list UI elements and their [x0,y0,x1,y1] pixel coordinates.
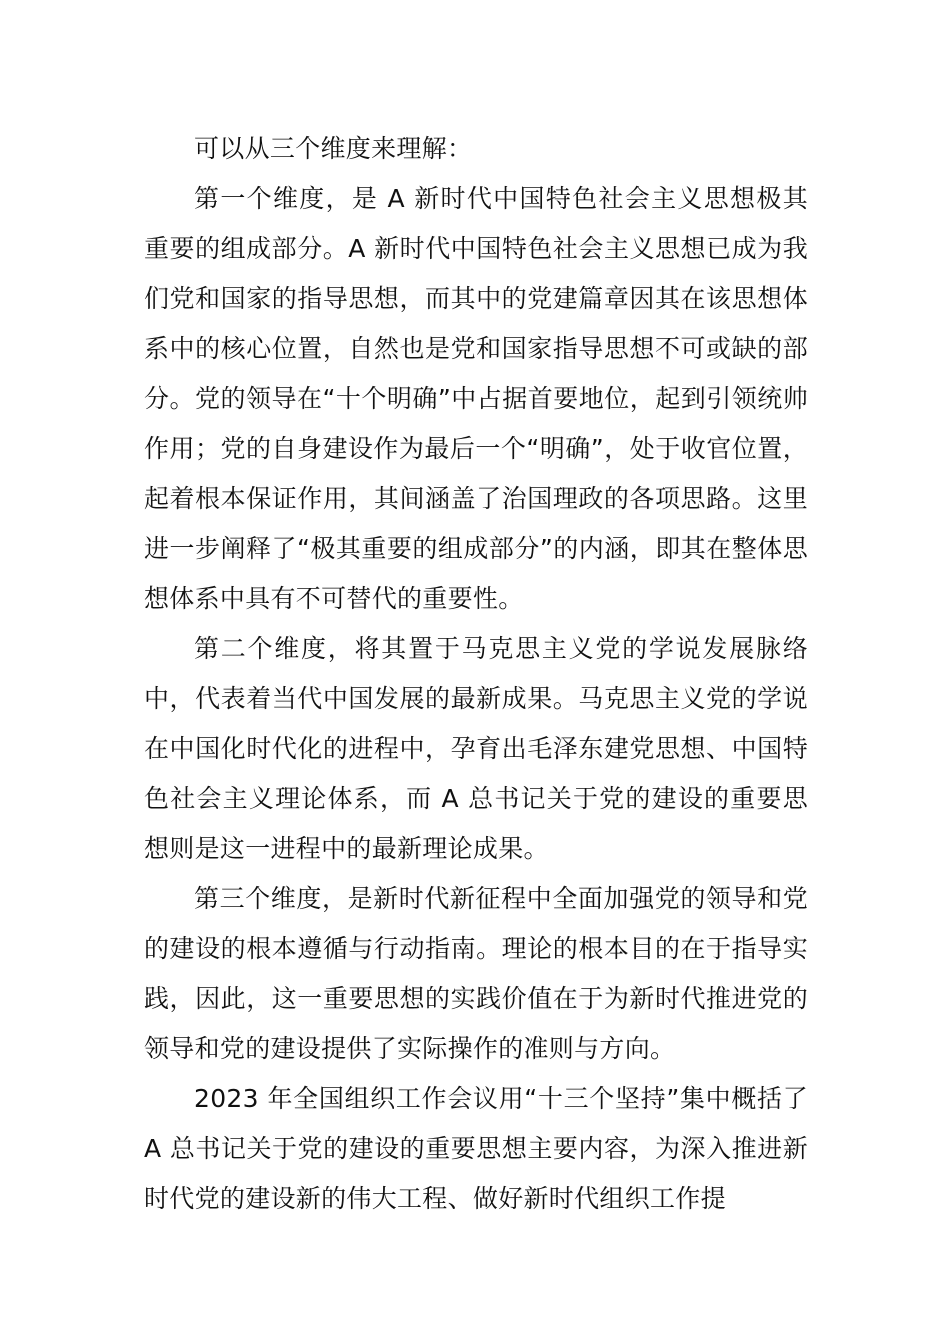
document-body [144,124,808,1224]
paragraph-dimension-one: 第一个维度，是 A 新时代中国特色社会主义思想极其重要的组成部分。A 新时代中国特色社会主义思想已成为我们党和国家的指导思想，而其中的党建篇章因其在该思想体系中的核心位置，自然也是党和国家指导思想不可或缺的部分。党的领导在“十个明确”中占据首要地位，起到引领统帅作用；党的自身建设作为最后一个“明确”，处于收官位置，起着根本保证作用，其间涵盖了治国理政的各项思路。这里进一步阐释了“极其重要的组成部分”的内涵，即其在整体思想体系中具有不可替代的重要性。 [144,184,808,613]
paragraph-dimension-three: 第三个维度，是新时代新征程中全面加强党的领导和党的建设的根本遵循与行动指南。理论的根本目的在于指导实践，因此，这一重要思想的实践价值在于为新时代推进党的领导和党的建设提供了实际操作的准则与方向。 [144,884,808,1063]
paragraph-conference-2023: 2023 年全国组织工作会议用“十三个坚持”集中概括了 A 总书记关于党的建设的重要思想主要内容，为深入推进新时代党的建设新的伟大工程、做好新时代组织工作提 [144,1084,808,1213]
paragraph-intro: 可以从三个维度来理解： [194,134,473,163]
paragraph-dimension-two: 第二个维度，将其置于马克思主义党的学说发展脉络中，代表着当代中国发展的最新成果。马克思主义党的学说在中国化时代化的进程中，孕育出毛泽东建党思想、中国特色社会主义理论体系，而 A 总书记关于党的建设的重要思想则是这一进程中的最新理论成果。 [144,634,808,863]
